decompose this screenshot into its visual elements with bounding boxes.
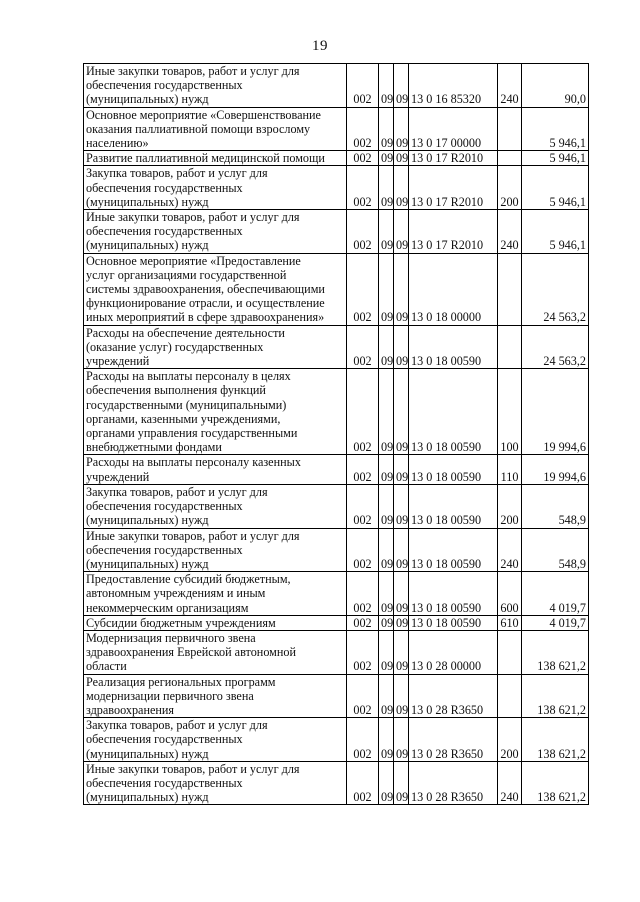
expense-name-line: Расходы на выплаты персоналу казенных <box>86 455 301 470</box>
expense-name-cell <box>84 107 347 151</box>
expense-name-cell <box>84 718 347 762</box>
section-code-cell: 09 <box>379 674 394 718</box>
expense-name-line: (муниципальных) нужд <box>86 194 209 209</box>
amount-cell: 19 994,6 <box>522 455 589 484</box>
target-article-code-cell: 13 0 18 00590 <box>409 484 498 528</box>
department-code-cell: 002 <box>347 455 379 484</box>
subsection-code-cell: 09 <box>394 718 409 762</box>
expense-type-code-cell <box>498 630 522 674</box>
section-code-cell: 09 <box>379 64 394 108</box>
expense-name-line: Иные закупки товаров, работ и услуг для <box>86 761 300 776</box>
table-row <box>84 325 589 369</box>
section-code-cell: 09 <box>379 484 394 528</box>
subsection-code-cell: 09 <box>394 484 409 528</box>
expense-name-line: здравоохранения <box>86 702 175 717</box>
subsection-code-cell: 09 <box>394 325 409 369</box>
section-code-cell: 09 <box>379 718 394 762</box>
expense-name-line: Субсидии бюджетным учреждениям <box>86 615 276 630</box>
department-code-cell: 002 <box>347 210 379 254</box>
table-row <box>84 210 589 254</box>
subsection-code-cell: 09 <box>394 455 409 484</box>
expense-name-cell <box>84 528 347 572</box>
subsection-code-cell: 09 <box>394 761 409 805</box>
expense-type-code-cell: 200 <box>498 718 522 762</box>
department-code-cell: 002 <box>347 151 379 166</box>
target-article-code-cell: 13 0 17 R2010 <box>409 166 498 210</box>
table-row <box>84 528 589 572</box>
amount-cell: 4 019,7 <box>522 572 589 616</box>
expense-name-cell <box>84 64 347 108</box>
expense-name-line: области <box>86 659 127 674</box>
target-article-code-cell: 13 0 18 00590 <box>409 572 498 616</box>
expense-name-line: внебюджетными фондами <box>86 440 222 455</box>
department-code-cell: 002 <box>347 572 379 616</box>
expense-name-line: обеспечения государственных <box>86 542 243 557</box>
expense-name-line: здравоохранения Еврейской автономной <box>86 645 297 660</box>
expense-name-line: (муниципальных) нужд <box>86 556 209 571</box>
department-code-cell: 002 <box>347 615 379 630</box>
expense-name-line: органами, казенными учреждениями, <box>86 411 281 426</box>
amount-cell: 138 621,2 <box>522 718 589 762</box>
expense-type-code-cell <box>498 325 522 369</box>
expense-name-line: обеспечения государственных <box>86 78 243 93</box>
department-code-cell: 002 <box>347 253 379 325</box>
section-code-cell: 09 <box>379 253 394 325</box>
table-body <box>84 64 589 805</box>
expense-name-cell <box>84 253 347 325</box>
expense-type-code-cell: 240 <box>498 528 522 572</box>
subsection-code-cell: 09 <box>394 528 409 572</box>
table-row <box>84 674 589 718</box>
expense-name-line: (муниципальных) нужд <box>86 92 209 107</box>
amount-cell: 19 994,6 <box>522 369 589 455</box>
expense-name-line: обеспечения государственных <box>86 180 243 195</box>
table-row <box>84 107 589 151</box>
department-code-cell: 002 <box>347 484 379 528</box>
expense-name-line: системы здравоохранения, обеспечивающими <box>86 282 325 297</box>
section-code-cell: 09 <box>379 369 394 455</box>
department-code-cell: 002 <box>347 630 379 674</box>
expense-name-cell <box>84 615 347 630</box>
expense-type-code-cell <box>498 107 522 151</box>
target-article-code-cell: 13 0 18 00590 <box>409 369 498 455</box>
expense-name-line: населению» <box>86 136 149 151</box>
subsection-code-cell: 09 <box>394 107 409 151</box>
table-row <box>84 151 589 166</box>
target-article-code-cell: 13 0 18 00000 <box>409 253 498 325</box>
table-row <box>84 253 589 325</box>
expense-name-line: обеспечения государственных <box>86 224 243 239</box>
expense-name-line: (муниципальных) нужд <box>86 790 209 805</box>
expense-name-line: Иные закупки товаров, работ и услуг для <box>86 64 300 78</box>
subsection-code-cell: 09 <box>394 674 409 718</box>
expense-name-line: услуг организациями государственной <box>86 267 287 282</box>
amount-cell: 90,0 <box>522 64 589 108</box>
expense-name-cell <box>84 455 347 484</box>
department-code-cell: 002 <box>347 64 379 108</box>
amount-cell: 24 563,2 <box>522 325 589 369</box>
section-code-cell: 09 <box>379 151 394 166</box>
subsection-code-cell: 09 <box>394 253 409 325</box>
target-article-code-cell: 13 0 17 R2010 <box>409 151 498 166</box>
expense-name-line: Закупка товаров, работ и услуг для <box>86 166 268 181</box>
table-row <box>84 572 589 616</box>
amount-cell: 24 563,2 <box>522 253 589 325</box>
department-code-cell: 002 <box>347 166 379 210</box>
expense-type-code-cell: 110 <box>498 455 522 484</box>
expense-name-line: обеспечения выполнения функций <box>86 383 266 398</box>
expense-name-line: Расходы на обеспечение деятельности <box>86 325 285 340</box>
department-code-cell: 002 <box>347 528 379 572</box>
target-article-code-cell: 13 0 28 R3650 <box>409 718 498 762</box>
expense-type-code-cell: 100 <box>498 369 522 455</box>
table-row <box>84 369 589 455</box>
subsection-code-cell: 09 <box>394 615 409 630</box>
amount-cell: 138 621,2 <box>522 674 589 718</box>
expense-name-cell <box>84 151 347 166</box>
target-article-code-cell: 13 0 16 85320 <box>409 64 498 108</box>
amount-cell: 5 946,1 <box>522 107 589 151</box>
section-code-cell: 09 <box>379 572 394 616</box>
expense-name-cell <box>84 674 347 718</box>
amount-cell: 4 019,7 <box>522 615 589 630</box>
department-code-cell: 002 <box>347 369 379 455</box>
expense-name-cell <box>84 761 347 805</box>
subsection-code-cell: 09 <box>394 630 409 674</box>
target-article-code-cell: 13 0 28 R3650 <box>409 761 498 805</box>
expense-name-line: органами управления государственными <box>86 426 298 441</box>
subsection-code-cell: 09 <box>394 369 409 455</box>
expense-type-code-cell: 200 <box>498 166 522 210</box>
expense-name-line: обеспечения государственных <box>86 732 243 747</box>
expense-name-line: обеспечения государственных <box>86 775 243 790</box>
expense-name-line: некоммерческим организациям <box>86 600 249 615</box>
subsection-code-cell: 09 <box>394 151 409 166</box>
expense-name-line: обеспечения государственных <box>86 499 243 514</box>
expense-name-line: оказания паллиативной помощи взрослому <box>86 121 311 136</box>
expense-name-line: Расходы на выплаты персоналу в целях <box>86 369 291 384</box>
target-article-code-cell: 13 0 18 00590 <box>409 455 498 484</box>
expense-name-line: (муниципальных) нужд <box>86 238 209 253</box>
expense-type-code-cell: 200 <box>498 484 522 528</box>
section-code-cell: 09 <box>379 325 394 369</box>
table-row <box>84 166 589 210</box>
expense-type-code-cell: 240 <box>498 761 522 805</box>
expense-name-line: иных мероприятий в сфере здравоохранения» <box>86 310 325 325</box>
expense-name-line: модернизации первичного звена <box>86 688 254 703</box>
section-code-cell: 09 <box>379 630 394 674</box>
table-row <box>84 484 589 528</box>
section-code-cell: 09 <box>379 210 394 254</box>
expense-type-code-cell: 610 <box>498 615 522 630</box>
expense-name-line: Модернизация первичного звена <box>86 630 256 645</box>
expense-type-code-cell: 600 <box>498 572 522 616</box>
expense-type-code-cell: 240 <box>498 64 522 108</box>
expense-name-line: автономным учреждениям и иным <box>86 586 266 601</box>
expense-type-code-cell <box>498 151 522 166</box>
target-article-code-cell: 13 0 17 R2010 <box>409 210 498 254</box>
department-code-cell: 002 <box>347 761 379 805</box>
expense-name-line: Основное мероприятие «Предоставление <box>86 253 301 268</box>
section-code-cell: 09 <box>379 107 394 151</box>
expense-name-line: (муниципальных) нужд <box>86 746 209 761</box>
expense-name-line: Реализация региональных программ <box>86 674 276 689</box>
expense-name-line: (муниципальных) нужд <box>86 513 209 528</box>
department-code-cell: 002 <box>347 107 379 151</box>
expense-type-code-cell <box>498 674 522 718</box>
subsection-code-cell: 09 <box>394 572 409 616</box>
expense-name-cell <box>84 630 347 674</box>
amount-cell: 138 621,2 <box>522 761 589 805</box>
subsection-code-cell: 09 <box>394 64 409 108</box>
department-code-cell: 002 <box>347 718 379 762</box>
target-article-code-cell: 13 0 18 00590 <box>409 325 498 369</box>
section-code-cell: 09 <box>379 455 394 484</box>
table-row <box>84 761 589 805</box>
target-article-code-cell: 13 0 18 00590 <box>409 528 498 572</box>
table-row <box>84 718 589 762</box>
target-article-code-cell: 13 0 28 00000 <box>409 630 498 674</box>
expense-name-cell <box>84 572 347 616</box>
amount-cell: 5 946,1 <box>522 210 589 254</box>
expense-name-line: Закупка товаров, работ и услуг для <box>86 484 268 499</box>
expense-name-cell <box>84 369 347 455</box>
amount-cell: 548,9 <box>522 484 589 528</box>
section-code-cell: 09 <box>379 761 394 805</box>
expense-name-line: (оказание услуг) государственных <box>86 339 264 354</box>
expense-name-line: функционирование отрасли, и осуществление <box>86 296 325 311</box>
expense-name-line: учреждений <box>86 469 150 484</box>
expense-name-line: Закупка товаров, работ и услуг для <box>86 718 268 733</box>
target-article-code-cell: 13 0 17 00000 <box>409 107 498 151</box>
amount-cell: 5 946,1 <box>522 151 589 166</box>
expense-type-code-cell <box>498 253 522 325</box>
section-code-cell: 09 <box>379 528 394 572</box>
expense-name-line: Развитие паллиативной медицинской помощи <box>86 151 325 166</box>
expense-name-line: Иные закупки товаров, работ и услуг для <box>86 528 300 543</box>
table-row <box>84 455 589 484</box>
expense-name-line: государственными (муниципальными) <box>86 397 287 412</box>
expense-name-cell <box>84 210 347 254</box>
section-code-cell: 09 <box>379 166 394 210</box>
amount-cell: 5 946,1 <box>522 166 589 210</box>
target-article-code-cell: 13 0 18 00590 <box>409 615 498 630</box>
expense-name-cell <box>84 325 347 369</box>
expense-name-line: Основное мероприятие «Совершенствование <box>86 107 321 122</box>
expense-name-line: учреждений <box>86 354 150 369</box>
expense-name-cell <box>84 166 347 210</box>
expense-name-line: Иные закупки товаров, работ и услуг для <box>86 210 300 225</box>
department-code-cell: 002 <box>347 674 379 718</box>
subsection-code-cell: 09 <box>394 166 409 210</box>
subsection-code-cell: 09 <box>394 210 409 254</box>
table-row <box>84 64 589 108</box>
budget-table <box>83 63 589 805</box>
amount-cell: 548,9 <box>522 528 589 572</box>
expense-type-code-cell: 240 <box>498 210 522 254</box>
expense-name-cell <box>84 484 347 528</box>
target-article-code-cell: 13 0 28 R3650 <box>409 674 498 718</box>
expense-name-line: Предоставление субсидий бюджетным, <box>86 572 291 587</box>
department-code-cell: 002 <box>347 325 379 369</box>
amount-cell: 138 621,2 <box>522 630 589 674</box>
table-row <box>84 615 589 630</box>
section-code-cell: 09 <box>379 615 394 630</box>
table-row <box>84 630 589 674</box>
page-number: 19 <box>312 38 328 54</box>
